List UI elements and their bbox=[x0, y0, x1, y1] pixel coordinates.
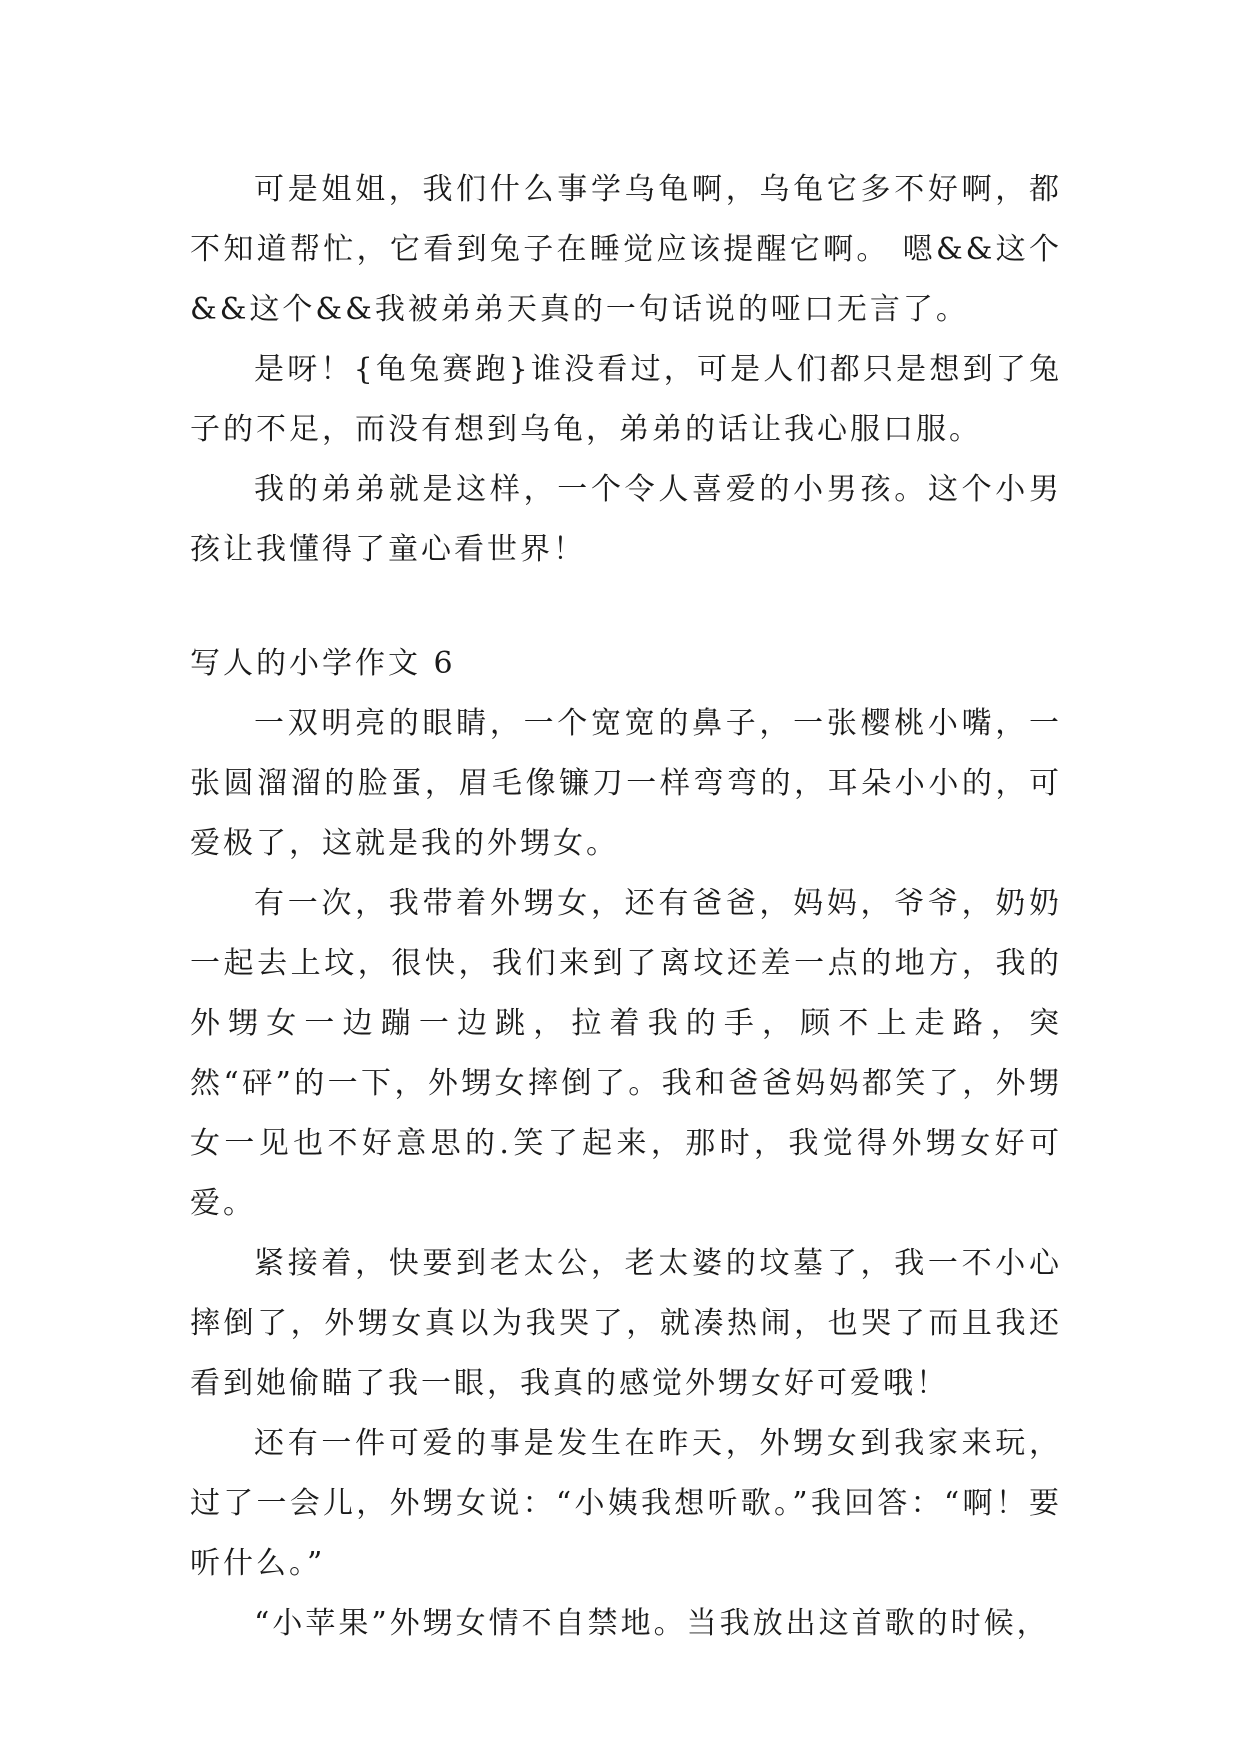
section-gap bbox=[190, 580, 1062, 634]
paragraph-grave-visit: 有一次，我带着外甥女，还有爸爸，妈妈，爷爷，奶奶一起去上坟，很快，我们来到了离坟还差一点的地方，我的外甥女一边蹦一边跳，拉着我的手，顾不上走路，突然“砰”的一下，外甥女摔倒了。我和爸爸妈妈都笑了，外甥女一见也不好意思的.笑了起来，那时，我觉得外甥女好可爱。 bbox=[190, 886, 1062, 1221]
section-title: 写人的小学作文 6 bbox=[190, 646, 456, 681]
paragraph-little-brother: 我的弟弟就是这样，一个令人喜爱的小男孩。这个小男孩让我懂得了童心看世界！ bbox=[190, 472, 1062, 567]
paragraph-niece-description: 一双明亮的眼睛，一个宽宽的鼻子，一张樱桃小嘴，一张圆溜溜的脸蛋，眉毛像镰刀一样弯弯的，耳朵小小的，可爱极了，这就是我的外甥女。 bbox=[190, 706, 1062, 861]
paragraph-little-apple: “小苹果”外甥女情不自禁地。当我放出这首歌的时候， bbox=[254, 1606, 1050, 1641]
paragraph-song-request: 还有一件可爱的事是发生在昨天，外甥女到我家来玩，过了一会儿，外甥女说：“小姨我想听歌。”我回答：“啊！要听什么。” bbox=[190, 1426, 1062, 1581]
paragraph-turtle-question: 可是姐姐，我们什么事学乌龟啊，乌龟它多不好啊，都不知道帮忙，它看到兔子在睡觉应该提醒它啊。 嗯&&这个&&这个&&我被弟弟天真的一句话说的哑口无言了。 bbox=[190, 172, 1062, 327]
paragraph-tortoise-hare: 是呀！{龟兔赛跑}谁没看过，可是人们都只是想到了兔子的不足，而没有想到乌龟，弟弟的话让我心服口服。 bbox=[190, 352, 1062, 447]
document-body bbox=[190, 160, 1062, 1654]
paragraph-fall-down: 紧接着，快要到老太公，老太婆的坟墓了，我一不小心摔倒了，外甥女真以为我哭了，就凑热闹，也哭了而且我还看到她偷瞄了我一眼，我真的感觉外甥女好可爱哦！ bbox=[190, 1246, 1062, 1401]
